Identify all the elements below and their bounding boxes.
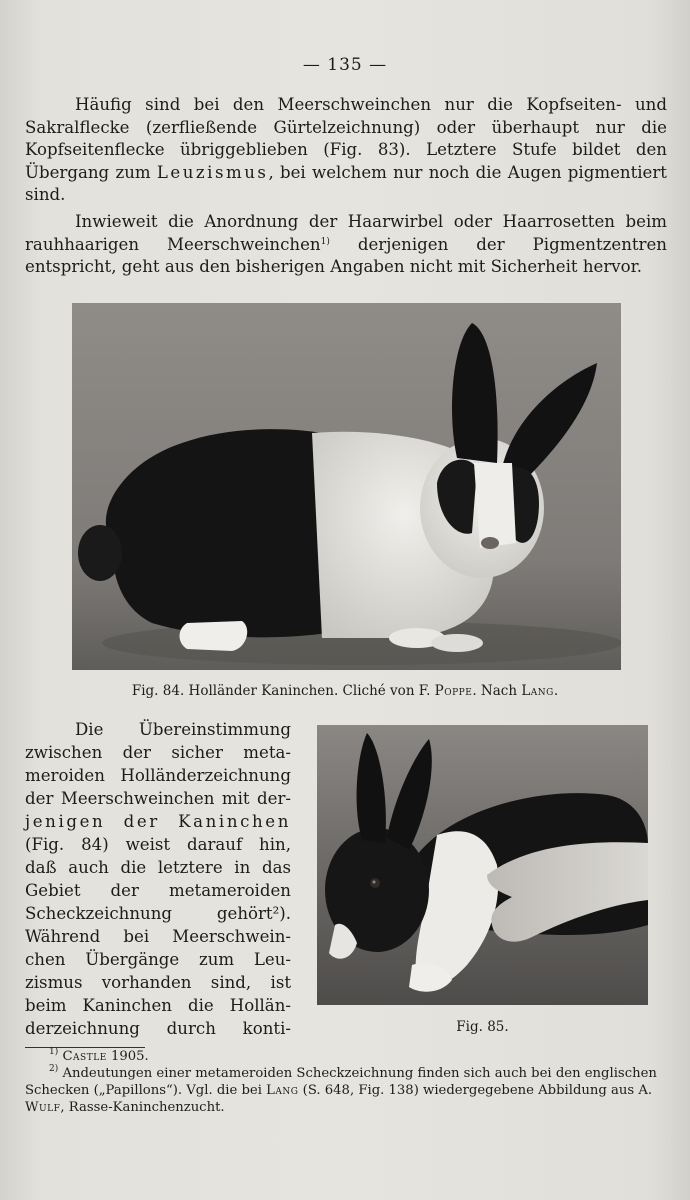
- author-castle: Castle: [62, 1049, 107, 1064]
- column-line: derzeichnung durch konti-: [25, 1019, 291, 1038]
- column-line: Die Übereinstimmung: [75, 720, 291, 739]
- paragraph-1-part-1: Häufig sind bei den Meerschweinchen nur die Kopfseiten- und Sakralflecke (zerfließende Gürtelzeichnung) oder überhaupt nur die Kopfseitenflecke übriggeblieben (Fig. 83). Letztere Stufe bildet den Übergang zum: [25, 95, 667, 182]
- footnote-2-text-3: , Rasse-Kaninchenzucht.: [60, 1100, 225, 1115]
- column-line: zismus vorhanden sind, ist: [25, 973, 291, 992]
- column-line: beim Kaninchen die Hollän-: [25, 996, 291, 1015]
- figure-84-label: Fig. 84.: [131, 683, 185, 699]
- footnote-1-marker: 1): [49, 1047, 59, 1057]
- dutch-rabbit-illustration: [72, 303, 621, 670]
- page-number: — 135 —: [302, 55, 388, 75]
- footnote-2-text-1: Andeutungen einer metameroiden Scheckzeichnung finden sich auch bei den englischen Schecken („Papillons“). Vgl. die bei: [25, 1066, 657, 1098]
- figure-84-caption: [0, 683, 690, 699]
- footnote-2: [25, 1065, 675, 1116]
- footnote-ref-1: 1): [320, 236, 330, 247]
- paragraph-1-text: [25, 94, 667, 207]
- column-line: Gebiet der metameroiden: [25, 881, 291, 900]
- paragraph-1-part-2: , bei welchem nur noch die Augen pigmentiert sind.: [25, 162, 667, 204]
- column-line: Während bei Meerschwein-: [25, 927, 291, 946]
- paragraph-2-part-2: derjenigen der Pigmentzentren entspricht, geht aus den bisherigen Angaben nicht mit Sicherheit hervor.: [25, 234, 667, 276]
- column-line: Scheckzeichnung gehört²).: [25, 904, 291, 923]
- paragraph-2-part-1: Inwieweit die Anordnung der Haarwirbel oder Haarrosetten beim rauhhaarigen Meerschweinchen: [25, 212, 667, 254]
- column-line: meroiden Holländerzeichnung: [25, 766, 291, 785]
- paragraph-2-text: [25, 211, 667, 279]
- paragraph-1: [25, 94, 667, 207]
- footnote-2-text-2: (S. 648, Fig. 138) wiedergegebene Abbildung aus A.: [298, 1083, 653, 1098]
- column-line: (Fig. 84) weist darauf hin,: [25, 835, 291, 854]
- figure-85-caption: Fig. 85.: [456, 1019, 509, 1035]
- column-line: chen Übergänge zum Leu-: [25, 950, 291, 969]
- column-line: jenigen der Kaninchen: [25, 812, 291, 831]
- column-line: daß auch die letztere in das: [25, 858, 291, 877]
- author-lang: Lang: [521, 683, 554, 699]
- paragraph-2: [25, 211, 667, 279]
- figure-85-photo: [317, 725, 648, 1005]
- figure-84-caption-end: .: [553, 683, 559, 699]
- column-paragraph: [25, 718, 291, 1040]
- figure-84-photo: [72, 303, 621, 670]
- footnote-1: [25, 1048, 675, 1065]
- column-line: zwischen der sicher meta-: [25, 743, 291, 762]
- footnote-2-marker: 2): [49, 1064, 59, 1074]
- author-wulf: Wulf: [25, 1100, 61, 1115]
- author-poppe: Poppe: [434, 683, 473, 699]
- column-line: der Meerschweinchen mit der-: [25, 789, 291, 808]
- footnote-1-text: 1905.: [106, 1049, 149, 1064]
- footnotes: [25, 1048, 675, 1116]
- rabbit-held-illustration: [317, 725, 648, 1005]
- figure-84-caption-text: Holländer Kaninchen. Cliché von F.: [184, 683, 435, 699]
- author-lang-footnote: Lang: [266, 1083, 299, 1098]
- term-leuzismus: Leuzismus: [156, 162, 269, 182]
- figure-84-caption-mid: . Nach: [472, 683, 522, 699]
